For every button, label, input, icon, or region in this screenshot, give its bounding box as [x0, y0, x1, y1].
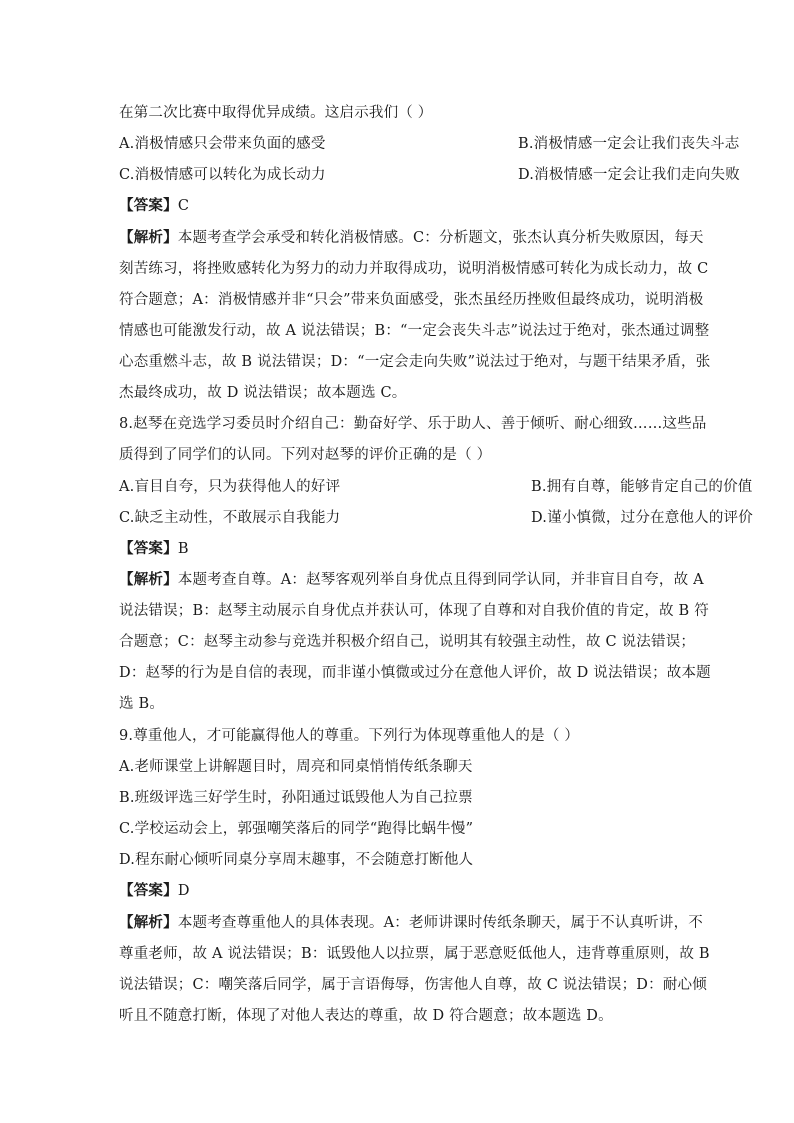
q9-stem: 9.尊重他人，才可能赢得他人的尊重。下列行为体现尊重他人的是（ ）	[119, 728, 580, 744]
q8-analysis-line-2: 说法错误；B：赵琴主动展示自身优点并获认可，体现了自尊和对自我价值的肯定，故 B 符	[119, 603, 709, 619]
answer-value: B	[177, 541, 189, 557]
q8-analysis-line-3: 合题意；C：赵琴主动参与竞选并积极介绍自己，说明其有较强主动性，故 C 说法错误；	[119, 634, 696, 650]
q9-answer	[119, 881, 190, 901]
q7-options-row-2	[119, 165, 740, 185]
q7-answer	[119, 196, 189, 216]
answer-tag: 【答案】	[119, 540, 178, 557]
q8-analysis-line-5: 选 B。	[119, 696, 165, 712]
q8-option-c: C.缺乏主动性，不敢展示自我能力	[119, 510, 341, 526]
q7-option-a: A.消极情感只会带来负面的感受	[119, 136, 326, 152]
analysis-tag: 【解析】	[119, 229, 178, 246]
q7-analysis-line-5: 心态重燃斗志，故 B 说法错误；D：“一定会走向失败”说法过于绝对，与题干结果矛盾，张	[119, 354, 711, 370]
q9-option-c: C.学校运动会上，郭强嘲笑落后的同学“跑得比蜗牛慢”	[119, 821, 474, 837]
q7-analysis-line-6: 杰最终成功，故 D 说法错误；故本题选 C。	[119, 385, 407, 401]
q7-options-row-1	[119, 134, 740, 154]
q9-analysis-line-4: 听且不随意打断，体现了对他人表达的尊重，故 D 符合题意；故本题选 D。	[119, 1008, 613, 1024]
q7-analysis-line-2: 刻苦练习，将挫败感转化为努力的动力并取得成功，说明消极情感可转化为成长动力，故 C	[119, 261, 709, 277]
analysis-text: 本题考查学会承受和转化消极情感。C：分析题文，张杰认真分析失败原因，每天	[177, 230, 704, 246]
q7-analysis-line-3: 符合题意；A：消极情感并非“只会”带来负面感受，张杰虽经历挫败但最终成功，说明消极	[119, 292, 704, 308]
q8-options-row-2	[119, 508, 753, 528]
q7-analysis-line-4: 情感也可能激发行动，故 A 说法错误；B：“一定会丧失斗志”说法过于绝对，张杰通过调整	[119, 323, 710, 339]
q7-option-c: C.消极情感可以转化为成长动力	[119, 167, 326, 183]
q9-option-d: D.程东耐心倾听同桌分享周末趣事，不会随意打断他人	[119, 852, 474, 868]
q8-option-a: A.盲目自夸，只为获得他人的好评	[119, 479, 341, 495]
q8-stem-line-2: 质得到了同学们的认同。下列对赵琴的评价正确的是（ ）	[119, 447, 492, 463]
q8-options-row-1	[119, 477, 753, 497]
analysis-text: 本题考查尊重他人的具体表现。A：老师讲课时传纸条聊天，属于不认真听讲，不	[177, 915, 703, 931]
q7-stem-tail: 在第二次比赛中取得优异成绩。这启示我们（ ）	[119, 105, 433, 121]
q9-analysis-line-1	[119, 913, 703, 933]
answer-tag: 【答案】	[119, 197, 178, 214]
q8-option-b: B.拥有自尊，能够肯定自己的价值	[531, 479, 753, 495]
q9-option-b: B.班级评选三好学生时，孙阳通过诋毁他人为自己拉票	[119, 790, 473, 806]
q7-analysis-line-1	[119, 228, 704, 248]
analysis-tag: 【解析】	[119, 571, 178, 588]
analysis-text: 本题考查自尊。A：赵琴客观列举自身优点且得到同学认同，并非盲目自夸，故 A	[177, 572, 704, 588]
q9-analysis-line-3: 说法错误；C：嘲笑落后同学，属于言语侮辱，伤害他人自尊，故 C 说法错误；D：耐心倾	[119, 977, 707, 993]
q7-option-d: D.消极情感一定会让我们走向失败	[518, 167, 740, 183]
analysis-tag: 【解析】	[119, 914, 178, 931]
q8-analysis-line-1	[119, 570, 704, 590]
answer-value: D	[177, 883, 190, 899]
answer-value: C	[177, 198, 190, 214]
q8-analysis-line-4: D：赵琴的行为是自信的表现，而非谨小慎微或过分在意他人评价，故 D 说法错误；故本题	[119, 665, 711, 681]
q9-analysis-line-2: 尊重老师，故 A 说法错误；B：诋毁他人以拉票，属于恶意贬低他人，违背尊重原则，故 B	[119, 946, 710, 962]
q8-answer	[119, 539, 189, 559]
q8-stem-line-1: 8.赵琴在竞选学习委员时介绍自己：勤奋好学、乐于助人、善于倾听、耐心细致……这些品	[119, 416, 707, 432]
q7-option-b: B.消极情感一定会让我们丧失斗志	[518, 136, 740, 152]
q8-option-d: D.谨小慎微，过分在意他人的评价	[531, 510, 753, 526]
q9-option-a: A.老师课堂上讲解题目时，周亮和同桌悄悄传纸条聊天	[119, 759, 473, 775]
answer-tag: 【答案】	[119, 882, 178, 899]
